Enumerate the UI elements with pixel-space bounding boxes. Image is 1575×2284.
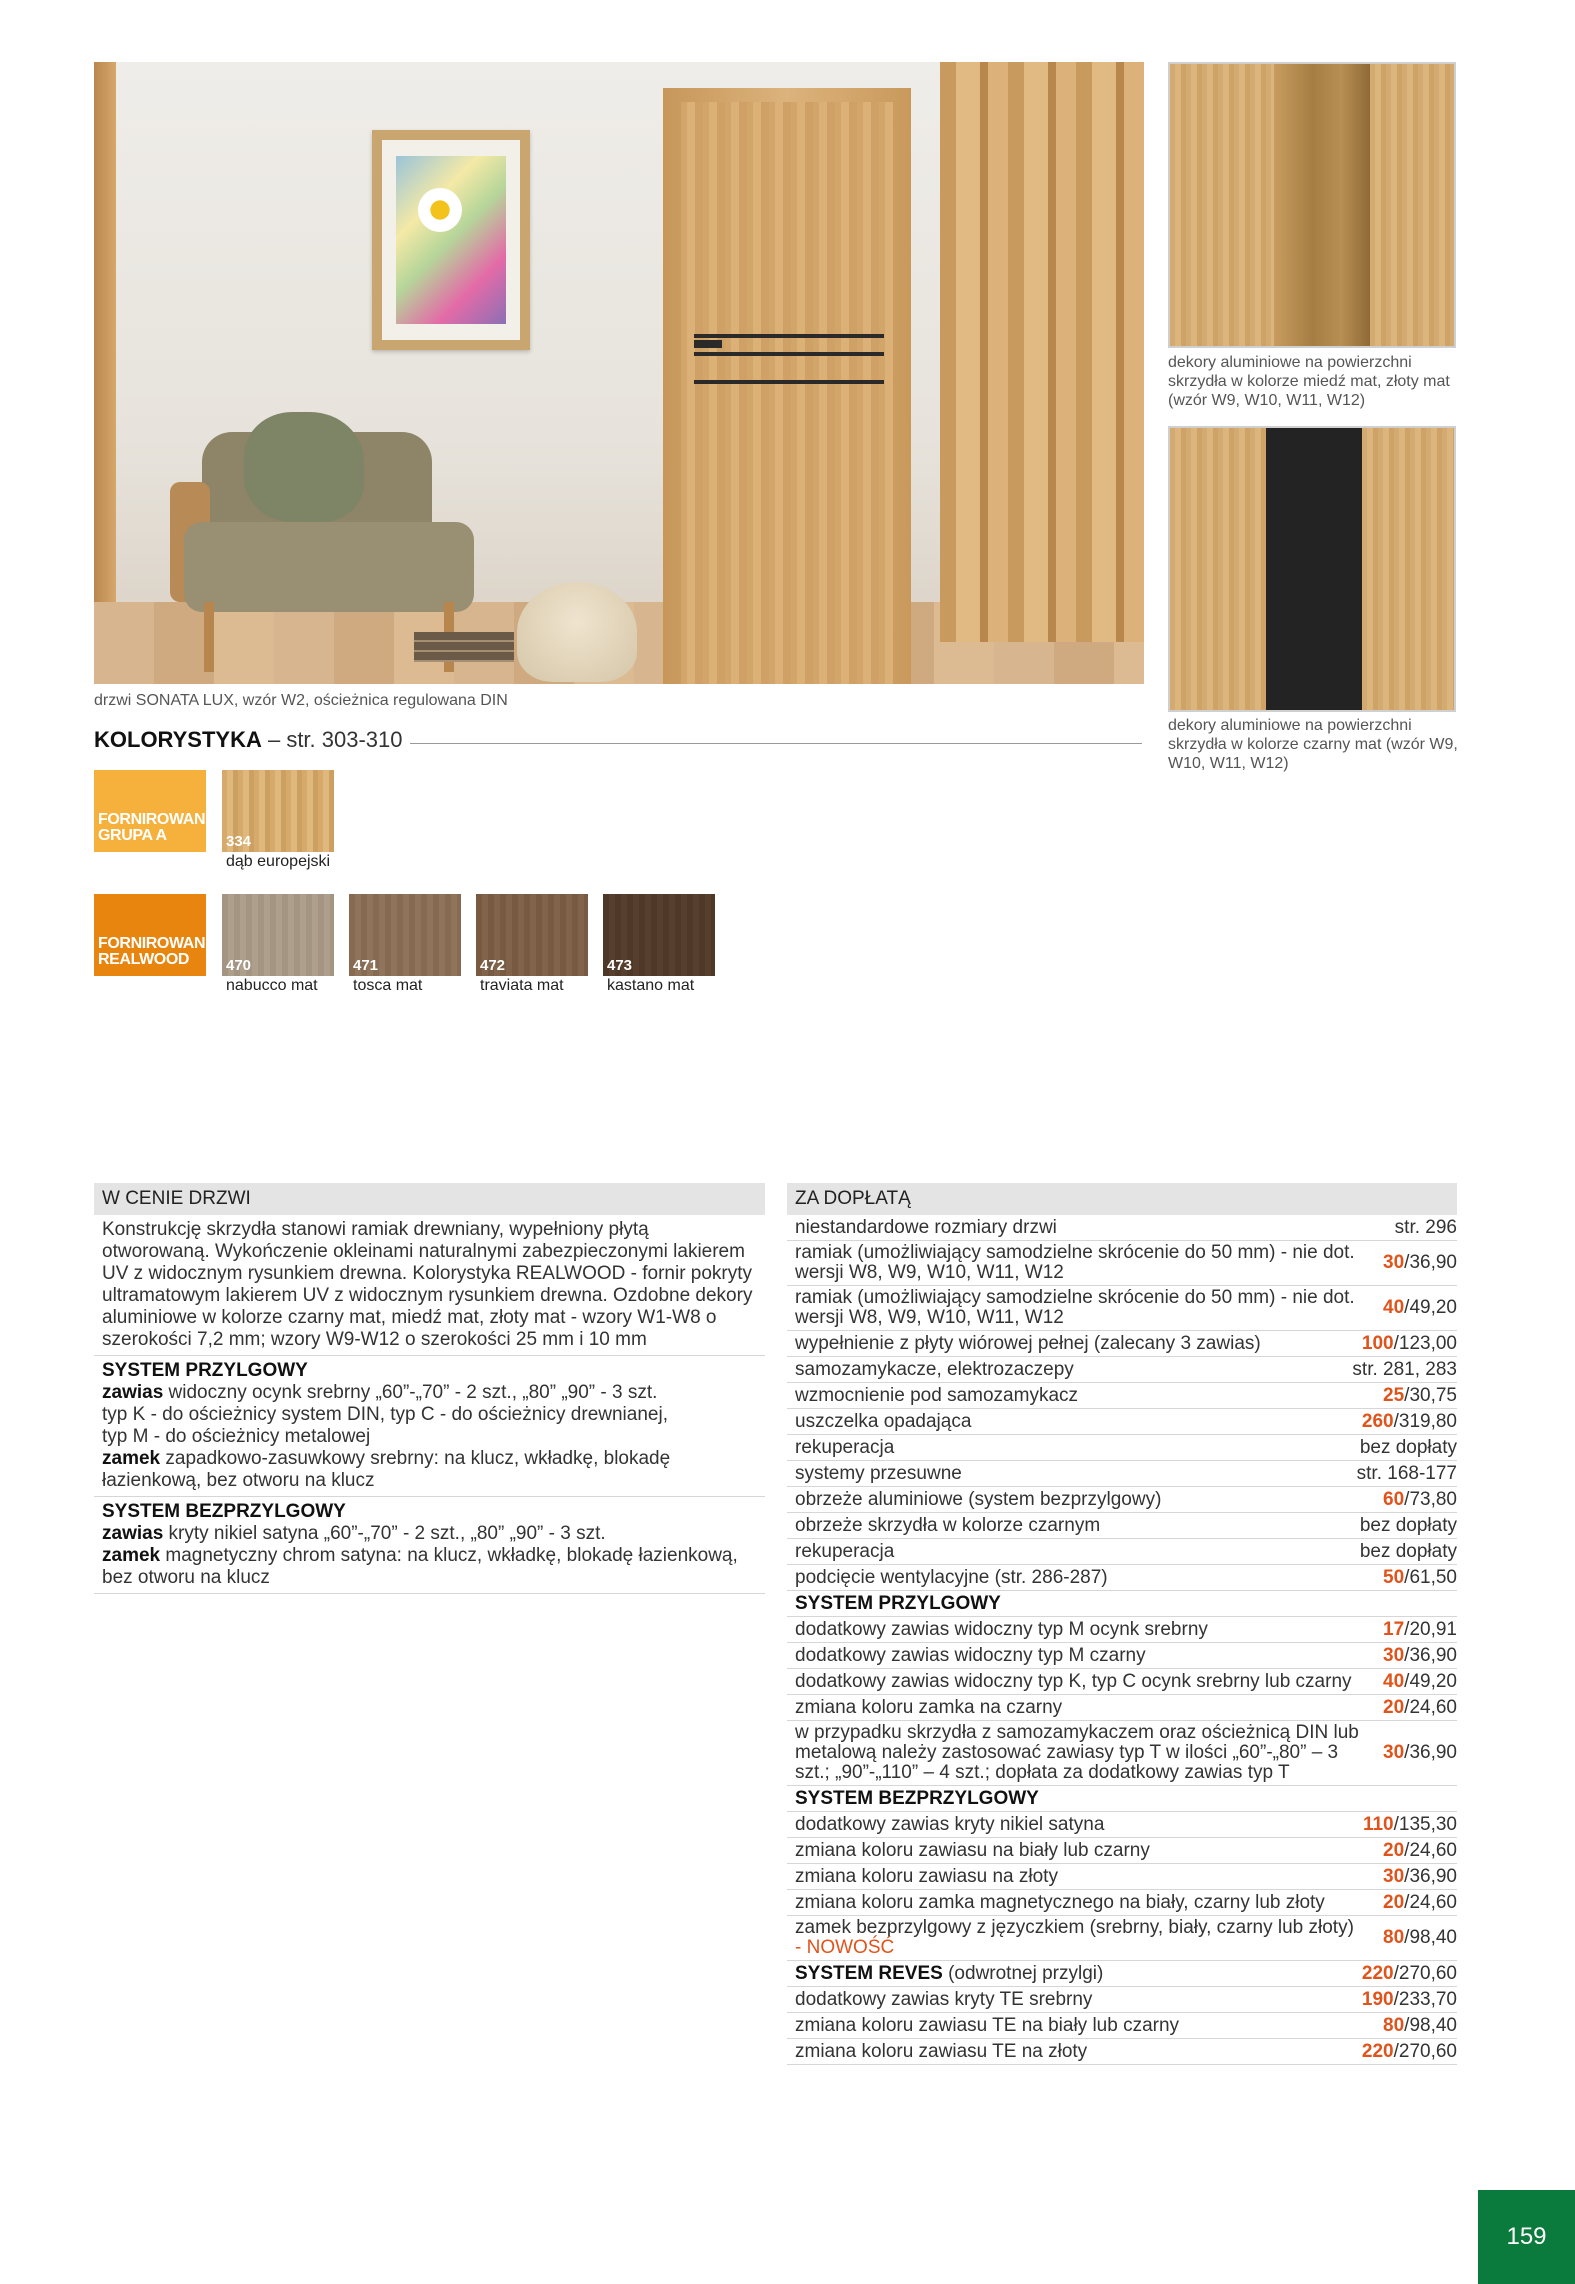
new-badge: - NOWOŚĆ <box>795 1937 895 1958</box>
price-net: 220 <box>1361 2040 1394 2062</box>
price-gross: /36,90 <box>1404 1252 1457 1273</box>
price-gross: /49,20 <box>1404 1670 1457 1692</box>
extras-row <box>787 1565 1457 1591</box>
price-net: 80 <box>1383 1927 1405 1948</box>
price-gross: /98,40 <box>1404 1927 1457 1948</box>
price-net: 40 <box>1383 1297 1405 1318</box>
extras-label <box>795 2042 1362 2062</box>
color-swatch-470[interactable] <box>222 894 334 976</box>
extras-label <box>795 1360 1352 1380</box>
extras-price <box>1383 1743 1457 1763</box>
price-gross: /123,00 <box>1393 1332 1457 1354</box>
extras-row <box>787 1487 1457 1513</box>
color-code: 471 <box>353 957 379 974</box>
price-net: 20 <box>1383 1696 1405 1718</box>
extras-label <box>795 1646 1383 1666</box>
extras-label <box>795 1438 1360 1458</box>
price-gross: /233,70 <box>1393 1988 1457 2010</box>
zamek-text: magnetyczny chrom satyna: na klucz, wkładkę, blokadę łazienkową, bez otworu na klucz <box>102 1545 738 1588</box>
extras-price <box>1362 1412 1457 1432</box>
extras-label <box>795 1893 1383 1913</box>
extras-row <box>787 1435 1457 1461</box>
zawias-text: kryty nikiel satyna „60”-„70” - 2 szt., „80” „90” - 3 szt. <box>163 1523 606 1544</box>
extras-label <box>795 1490 1383 1510</box>
color-code: 473 <box>607 957 633 974</box>
extras-label-text: zmiana koloru zamka magnetycznego na biały, czarny lub złoty <box>795 1891 1325 1913</box>
color-swatch-334[interactable] <box>222 770 334 852</box>
section-przylgowy <box>94 1356 765 1497</box>
extras-row <box>787 1643 1457 1669</box>
price-gross: /20,91 <box>1404 1618 1457 1640</box>
price-gross: /135,30 <box>1393 1813 1457 1835</box>
color-name: kastano mat <box>607 977 695 994</box>
section-heading-note: (odwrotnej przylgi) <box>942 1962 1104 1984</box>
price-net: 30 <box>1383 1252 1405 1273</box>
price-gross: /36,90 <box>1404 1742 1457 1763</box>
extras-label <box>795 1334 1362 1354</box>
extras-section-heading <box>787 1786 1457 1812</box>
price-gross: /270,60 <box>1393 2040 1457 2062</box>
extras-label <box>795 1672 1383 1692</box>
price-net: 30 <box>1383 1644 1405 1666</box>
extras-label <box>795 1288 1383 1328</box>
armchair <box>184 522 474 612</box>
included-description: Konstrukcję skrzydła stanowi ramiak drewniany, wypełniony płytą otworowaną. Wykończenie okleinami naturalnymi zabezpieczonymi lakierem UV z widocznym rysunkiem drewna. Kolorystyka REALWOOD - fornir pokryty ultramatowym lakierem UV z widocznym rysunkiem drewna. Ozdobne dekory aluminiowe w kolorze czarny mat, miedź mat, złoty mat - wzory W1-W8 o szerokości 7,2 mm; wzory W9-W12 o szerokości 25 mm i 10 mm <box>94 1215 765 1356</box>
badge-line: GRUPA A <box>98 827 167 844</box>
extras-price <box>1362 1990 1457 2010</box>
hero-caption: drzwi SONATA LUX, wzór W2, ościeżnica regulowana DIN <box>94 692 508 709</box>
included-header: W CENIE DRZWI <box>94 1183 765 1215</box>
decor-caption-copper-gold: dekory aluminiowe na powierzchni skrzydła w kolorze miedź mat, złoty mat (wzór W9, W10, W11, W12) <box>1168 354 1450 409</box>
extras-label <box>795 1964 1362 1984</box>
section-heading-text: SYSTEM BEZPRZYLGOWY <box>795 1787 1039 1809</box>
price-net: 20 <box>1383 1891 1405 1913</box>
extras-label-text: samozamykacze, elektrozaczepy <box>795 1358 1074 1380</box>
extras-price <box>1383 1841 1457 1861</box>
extras-row <box>787 1812 1457 1838</box>
section-bezprzylgowy <box>94 1497 765 1594</box>
badge-line: FORNIROWANE <box>98 811 216 828</box>
extras-label-text: dodatkowy zawias widoczny typ M czarny <box>795 1644 1146 1666</box>
extras-row <box>787 1539 1457 1565</box>
price-gross: /319,80 <box>1393 1410 1457 1432</box>
price-gross: /270,60 <box>1393 1962 1457 1984</box>
price-net: 260 <box>1361 1410 1394 1432</box>
extras-label <box>795 2016 1383 2036</box>
page-number: 159 <box>1478 2190 1575 2284</box>
typ-m-text: typ M - do ościeżnicy metalowej <box>102 1426 371 1447</box>
extras-label <box>795 1841 1383 1861</box>
extras-header: ZA DOPŁATĄ <box>787 1183 1457 1215</box>
price-gross: /98,40 <box>1404 2014 1457 2036</box>
price-gross: /49,20 <box>1404 1297 1457 1318</box>
extras-label <box>795 1698 1383 1718</box>
price-gross: /36,90 <box>1404 1865 1457 1887</box>
extras-row <box>787 1331 1457 1357</box>
badge-line: FORNIROWANE <box>98 935 216 952</box>
extras-label-text: w przypadku skrzydła z samozamykaczem oraz ościeżnicą DIN lub metalową należy zastosować zawiasy typ T w ilości „60”-„80” – 3 szt.; „90”-„110” – 4 szt.; dopłata za dodatkowy zawias typ T <box>795 1722 1359 1783</box>
extras-label-text: zmiana koloru zamka na czarny <box>795 1696 1063 1718</box>
wall-picture <box>372 130 530 350</box>
extras-row <box>787 1890 1457 1916</box>
extras-label <box>795 1815 1363 1835</box>
extras-row <box>787 1286 1457 1331</box>
extras-label <box>795 1386 1383 1406</box>
decor-swatch-black <box>1168 426 1456 712</box>
price-gross: /73,80 <box>1404 1488 1457 1510</box>
zamek-label: zamek <box>102 1545 161 1566</box>
extras-label-text: zamek bezprzylgowy z języczkiem (srebrny, biały, czarny lub złoty) <box>795 1917 1354 1938</box>
extras-label <box>795 1464 1357 1484</box>
extras-label-text: dodatkowy zawias kryty nikiel satyna <box>795 1813 1105 1835</box>
price-net: 50 <box>1383 1566 1405 1588</box>
zamek-text: zapadkowo-zasuwkowy srebrny: na klucz, wkładkę, blokadę łazienkową, bez otworu na klucz <box>102 1448 671 1491</box>
kolorystyka-pages: – str. 303-310 <box>261 727 403 752</box>
extras-row <box>787 1864 1457 1890</box>
extras-label-text: ramiak (umożliwiający samodzielne skrócenie do 50 mm) - nie dot. wersji W8, W9, W10, W11, W12 <box>795 1242 1355 1283</box>
extras-price <box>1383 1386 1457 1406</box>
extras-label-text: zmiana koloru zawiasu TE na biały lub czarny <box>795 2014 1180 2036</box>
extras-label <box>795 1516 1360 1536</box>
extras-row <box>787 2039 1457 2065</box>
price-gross: /24,60 <box>1404 1891 1457 1913</box>
extras-row <box>787 2013 1457 2039</box>
door-handle <box>694 340 722 348</box>
extras-price <box>1362 1334 1457 1354</box>
extras-label-text: rekuperacja <box>795 1436 895 1458</box>
color-swatch-471[interactable] <box>349 894 461 976</box>
extras-price: bez dopłaty <box>1359 1514 1457 1536</box>
section-title: SYSTEM PRZYLGOWY <box>102 1360 308 1381</box>
extras-label-text: obrzeże skrzydła w kolorze czarnym <box>795 1514 1101 1536</box>
extras-label-text: dodatkowy zawias widoczny typ K, typ C ocynk srebrny lub czarny <box>795 1670 1352 1692</box>
extras-price <box>1383 1672 1457 1692</box>
extras-price: bez dopłaty <box>1359 1540 1457 1562</box>
extras-price: str. 281, 283 <box>1352 1358 1457 1380</box>
extras-price <box>1383 1646 1457 1666</box>
price-net: 17 <box>1383 1618 1405 1640</box>
extras-price: str. 296 <box>1394 1216 1457 1238</box>
extras-price <box>1362 1964 1457 1984</box>
extras-price <box>1383 1568 1457 1588</box>
extras-row <box>787 1357 1457 1383</box>
price-net: 60 <box>1383 1488 1405 1510</box>
extras-row <box>787 1513 1457 1539</box>
extras-table <box>787 1183 1457 2065</box>
extras-label-text: zmiana koloru zawiasu TE na złoty <box>795 2040 1088 2062</box>
extras-price: str. 168-177 <box>1356 1462 1457 1484</box>
extras-label-text: zmiana koloru zawiasu na złoty <box>795 1865 1058 1887</box>
hero-photo <box>94 62 1144 684</box>
zawias-label: zawias <box>102 1382 164 1403</box>
extras-label-text: wypełnienie z płyty wiórowej pełnej (zalecany 3 zawias) <box>795 1332 1261 1354</box>
extras-row <box>787 1383 1457 1409</box>
extras-label-text: dodatkowy zawias widoczny typ M ocynk srebrny <box>795 1618 1208 1640</box>
zamek-label: zamek <box>102 1448 161 1469</box>
extras-row <box>787 1617 1457 1643</box>
included-table <box>94 1183 765 1594</box>
extras-row <box>787 1721 1457 1786</box>
extras-row <box>787 1987 1457 2013</box>
extras-label <box>795 1918 1383 1958</box>
extras-label <box>795 1243 1383 1283</box>
color-name: dąb europejski <box>226 853 331 870</box>
extras-row <box>787 1669 1457 1695</box>
extras-row <box>787 1916 1457 1961</box>
extras-label <box>795 1723 1383 1783</box>
section-title: SYSTEM BEZPRZYLGOWY <box>102 1501 346 1522</box>
extras-row <box>787 1838 1457 1864</box>
extras-price <box>1363 1815 1457 1835</box>
typ-k-text: typ K - do ościeżnicy system DIN, typ C - do ościeżnicy drewnianej, <box>102 1404 668 1425</box>
extras-price <box>1383 1298 1457 1318</box>
extras-price <box>1383 2016 1457 2036</box>
zawias-text: widoczny ocynk srebrny „60”-„70” - 2 szt., „80” „90” - 3 szt. <box>163 1382 658 1403</box>
price-gross: /30,75 <box>1404 1384 1457 1406</box>
price-gross: /36,90 <box>1404 1644 1457 1666</box>
extras-label-text: systemy przesuwne <box>795 1462 962 1484</box>
extras-rows <box>787 1215 1457 2065</box>
color-code: 470 <box>226 957 252 974</box>
extras-price <box>1383 1893 1457 1913</box>
badge-line: REALWOOD <box>98 951 190 968</box>
extras-row <box>787 1961 1457 1987</box>
color-swatch-473[interactable] <box>603 894 715 976</box>
extras-price <box>1383 1698 1457 1718</box>
color-name: traviata mat <box>480 977 564 994</box>
section-heading-text: SYSTEM REVES <box>795 1962 943 1984</box>
price-gross: /61,50 <box>1404 1566 1457 1588</box>
price-net: 100 <box>1361 1332 1394 1354</box>
price-gross: /24,60 <box>1404 1696 1457 1718</box>
extras-label-text: rekuperacja <box>795 1540 895 1562</box>
extras-price <box>1383 1928 1457 1948</box>
extras-row <box>787 1241 1457 1286</box>
price-net: 110 <box>1362 1813 1394 1835</box>
color-code: 334 <box>226 833 252 850</box>
zawias-label: zawias <box>102 1523 164 1544</box>
extras-label-text: podcięcie wentylacyjne (str. 286-287) <box>795 1566 1108 1588</box>
price-net: 190 <box>1361 1988 1394 2010</box>
color-name: nabucco mat <box>226 977 318 994</box>
badge-fornirowane-realwood <box>94 894 216 976</box>
extras-label-text: ramiak (umożliwiający samodzielne skrócenie do 50 mm) - nie dot. wersji W8, W9, W10, W11, W12 <box>795 1287 1355 1328</box>
extras-row <box>787 1695 1457 1721</box>
price-net: 20 <box>1383 1839 1405 1861</box>
extras-label-text: wzmocnienie pod samozamykacz <box>795 1384 1079 1406</box>
price-net: 40 <box>1383 1670 1405 1692</box>
badge-fornirowane-grupa-a <box>94 770 216 852</box>
extras-row <box>787 1461 1457 1487</box>
extras-label-text: zmiana koloru zawiasu na biały lub czarny <box>795 1839 1150 1861</box>
price-net: 30 <box>1383 1742 1405 1763</box>
extras-label-text: obrzeże aluminiowe (system bezprzylgowy) <box>795 1488 1162 1510</box>
color-swatch-472[interactable] <box>476 894 588 976</box>
decor-caption-black: dekory aluminiowe na powierzchni skrzydła w kolorze czarny mat (wzór W9, W10, W11, W12) <box>1168 717 1458 772</box>
extras-label <box>795 1990 1362 2010</box>
extras-row <box>787 1409 1457 1435</box>
price-net: 80 <box>1383 2014 1405 2036</box>
extras-section-heading <box>787 1591 1457 1617</box>
extras-label <box>795 1867 1383 1887</box>
section-heading-text: SYSTEM PRZYLGOWY <box>795 1592 1001 1614</box>
extras-price <box>1383 1253 1457 1273</box>
price-net: 25 <box>1383 1384 1405 1406</box>
extras-label-text: uszczelka opadająca <box>795 1410 972 1432</box>
pouf <box>517 582 637 682</box>
extras-label-text: dodatkowy zawias kryty TE srebrny <box>795 1988 1093 2010</box>
decor-swatch-copper-gold <box>1168 62 1456 348</box>
extras-price <box>1383 1490 1457 1510</box>
extras-label <box>795 1218 1395 1238</box>
extras-price <box>1383 1867 1457 1887</box>
extras-label-text: niestandardowe rozmiary drzwi <box>795 1216 1057 1238</box>
extras-label <box>795 1412 1362 1432</box>
price-gross: /24,60 <box>1404 1839 1457 1861</box>
price-net: 30 <box>1383 1865 1405 1887</box>
color-code: 472 <box>480 957 506 974</box>
color-name: tosca mat <box>353 977 423 994</box>
kolorystyka-title <box>94 727 403 753</box>
door-leaf <box>681 102 893 684</box>
title-divider <box>410 743 1142 744</box>
price-net: 220 <box>1361 1962 1394 1984</box>
extras-price <box>1362 2042 1457 2062</box>
extras-label <box>795 1542 1360 1562</box>
extras-price: bez dopłaty <box>1359 1436 1457 1458</box>
extras-label <box>795 1620 1383 1640</box>
extras-row <box>787 1215 1457 1241</box>
kolorystyka-label: KOLORYSTYKA <box>94 727 262 752</box>
extras-label <box>795 1568 1383 1588</box>
extras-price <box>1383 1620 1457 1640</box>
